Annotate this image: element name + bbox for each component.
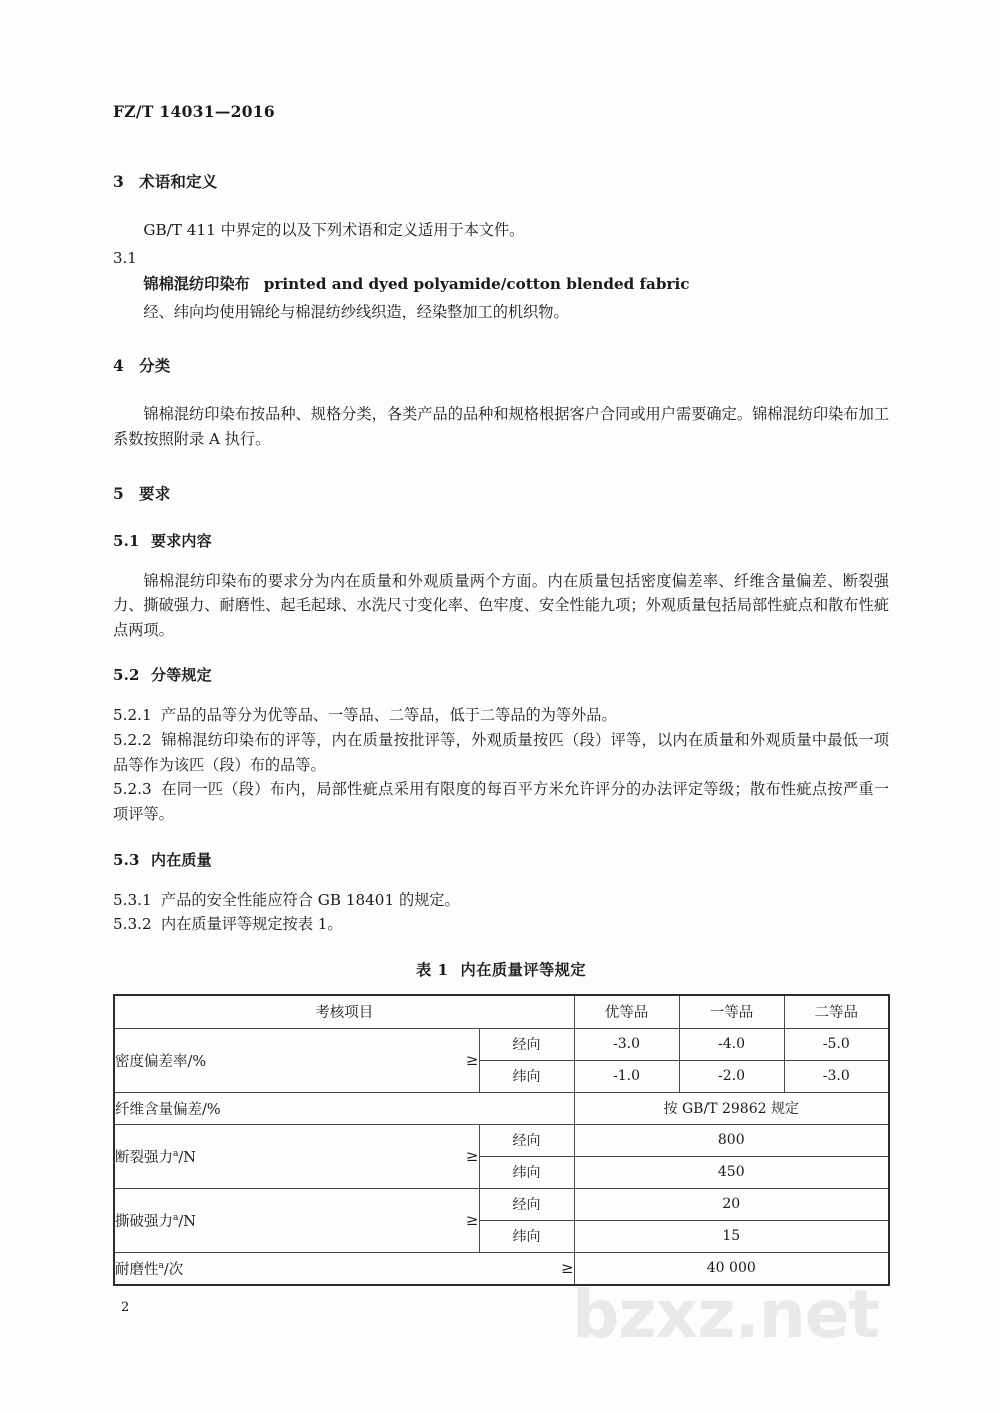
table-row-fiber-content: [114, 1092, 889, 1124]
clause-5-3-2: [113, 912, 889, 937]
table-1-title: 内在质量评等规定: [460, 960, 587, 979]
section-4-title: 分类: [139, 356, 171, 376]
page-number: 2: [121, 1300, 130, 1315]
clause-5-2-2: [113, 728, 889, 777]
section-3-number: 3: [113, 172, 124, 191]
row-label-breaking-strength-pre: 断裂强力: [115, 1149, 173, 1166]
clause-5-3-1-number: 5.3.1: [113, 890, 152, 909]
running-header-standard-number: FZ/T 14031—2016: [113, 102, 275, 121]
heading-section-4: [113, 354, 889, 376]
section-5-title: 要求: [139, 483, 171, 503]
row-ge-symbol-density: ≥: [409, 1028, 479, 1092]
footnote-marker-breaking-strength: a: [173, 1148, 179, 1159]
direction-cell-warp-tearing: 经向: [479, 1188, 574, 1220]
table-internal-quality-grading: [113, 994, 890, 1286]
table-header-row: [114, 995, 889, 1029]
row-ge-symbol-breaking-strength: ≥: [409, 1124, 479, 1188]
row-label-density-deviation: 密度偏差率/%: [114, 1028, 409, 1092]
clause-5-2-2-number: 5.2.2: [113, 731, 152, 749]
row-ge-symbol-abrasion: ≥: [479, 1252, 574, 1285]
footnote-marker-tearing-strength: a: [173, 1212, 179, 1223]
table-row-density-warp: [114, 1028, 889, 1060]
clause-5-3-2-number: 5.3.2: [113, 915, 152, 934]
clause-5-2-1-text: 产品的品等分为优等品、一等品、二等品，低于二等品的为等外品。: [161, 706, 617, 725]
section-5-2-title: 分等规定: [151, 666, 212, 685]
clause-5-2-1-number: 5.2.1: [113, 706, 152, 725]
table-row-breaking-strength-warp: [114, 1124, 889, 1156]
clause-5-2-2-text: 锦棉混纺印染布的评等，内在质量按批评等，外观质量按匹（段）评等，以内在质量和外观质量中最低一项品等作为该匹（段）布的品等。: [113, 731, 889, 774]
heading-section-5-3: [113, 849, 889, 870]
header-cell-item: 考核项目: [114, 995, 574, 1029]
body-column: [113, 170, 889, 1286]
direction-cell-weft-density: 纬向: [479, 1060, 574, 1092]
row-label-tearing-strength-pre: 撕破强力: [115, 1213, 173, 1230]
section-5-1-body: 锦棉混纺印染布的要求分为内在质量和外观质量两个方面。内在质量包括密度偏差率、纤维含量偏差、断裂强力、撕破强力、耐磨性、起毛起球、水洗尺寸变化率、色牢度、安全性能九项；外观质量包括局部性疵点和散布性疵点两项。: [113, 571, 889, 639]
table-row-tearing-strength-warp: [114, 1188, 889, 1220]
clause-5-2-3-text: 在同一匹（段）布内，局部性疵点采用有限度的每百平方米允许评分的办法评定等级；散布性疵点按严重一项评等。: [113, 780, 889, 823]
term-chinese: 锦棉混纺印染布: [143, 274, 250, 293]
section-5-1-number: 5.1: [113, 531, 140, 550]
row-label-abrasion-resistance: [114, 1252, 479, 1285]
value-tearing-strength-warp: 20: [574, 1188, 889, 1220]
term-id-3-1: 3.1: [113, 248, 137, 267]
heading-section-3: [113, 170, 889, 192]
value-density-weft-superior: -1.0: [574, 1060, 679, 1092]
section-3-intro: GB/T 411 中界定的以及下列术语和定义适用于本文件。: [143, 221, 525, 239]
section-4-number: 4: [113, 356, 124, 376]
heading-section-5-1: [113, 530, 889, 551]
value-fiber-content-all-grades: 按 GB/T 29862 规定: [574, 1092, 889, 1124]
row-label-breaking-strength-post: /N: [178, 1149, 196, 1166]
heading-section-5-2: [113, 664, 889, 685]
watermark-bzxz: bzxz.net: [572, 1276, 880, 1353]
table-row-abrasion-resistance: [114, 1252, 889, 1285]
section-5-2-number: 5.2: [113, 666, 140, 685]
term-definition: 经、纬向均使用锦纶与棉混纺纱线织造，经染整加工的机织物。: [143, 302, 569, 321]
value-tearing-strength-weft: 15: [574, 1220, 889, 1252]
section-5-3-number: 5.3: [113, 850, 140, 869]
value-breaking-strength-warp: 800: [574, 1124, 889, 1156]
section-4-body: 锦棉混纺印染布按品种、规格分类，各类产品的品种和规格根据客户合同或用户需要确定。锦棉混纺印染布加工系数按照附录 A 执行。: [113, 405, 889, 448]
row-label-fiber-content-deviation: 纤维含量偏差/%: [114, 1092, 574, 1124]
direction-cell-weft-breaking: 纬向: [479, 1156, 574, 1188]
row-ge-symbol-tearing-strength: ≥: [409, 1188, 479, 1252]
section-5-3-title: 内在质量: [151, 850, 212, 869]
clause-5-3-1: [113, 888, 889, 913]
value-density-weft-second: -3.0: [784, 1060, 889, 1092]
clause-5-3-1-text: 产品的安全性能应符合 GB 18401 的规定。: [161, 890, 460, 909]
section-5-1-title: 要求内容: [151, 531, 212, 550]
section-5-number: 5: [113, 483, 124, 503]
clause-5-2-1: [113, 703, 889, 728]
direction-cell-warp-density: 经向: [479, 1028, 574, 1060]
row-label-abrasion-pre: 耐磨性: [115, 1261, 159, 1278]
row-label-tearing-strength: [114, 1188, 409, 1252]
heading-section-5: [113, 482, 889, 504]
header-cell-grade-first: 一等品: [679, 995, 784, 1029]
value-breaking-strength-weft: 450: [574, 1156, 889, 1188]
table-1-label: 表 1: [415, 960, 449, 979]
row-label-tearing-strength-post: /N: [178, 1213, 196, 1230]
term-english: printed and dyed polyamide/cotton blended fabric: [263, 274, 690, 293]
direction-cell-weft-tearing: 纬向: [479, 1220, 574, 1252]
clause-5-2-3: [113, 777, 889, 826]
header-cell-grade-superior: 优等品: [574, 995, 679, 1029]
value-density-warp-superior: -3.0: [574, 1028, 679, 1060]
value-density-warp-second: -5.0: [784, 1028, 889, 1060]
direction-cell-warp-breaking: 经向: [479, 1124, 574, 1156]
table-1-caption: [113, 959, 889, 980]
header-cell-grade-second: 二等品: [784, 995, 889, 1029]
section-3-title: 术语和定义: [139, 172, 218, 191]
clause-5-2-3-number: 5.2.3: [113, 780, 152, 799]
row-label-breaking-strength: [114, 1124, 409, 1188]
footnote-marker-abrasion: a: [158, 1260, 164, 1271]
value-abrasion-resistance: 40 000: [574, 1252, 889, 1285]
term-heading-line: [113, 273, 889, 294]
value-density-weft-first: -2.0: [679, 1060, 784, 1092]
clause-5-3-2-text: 内在质量评等规定按表 1。: [161, 915, 343, 934]
value-density-warp-first: -4.0: [679, 1028, 784, 1060]
row-label-abrasion-post: /次: [163, 1261, 184, 1278]
